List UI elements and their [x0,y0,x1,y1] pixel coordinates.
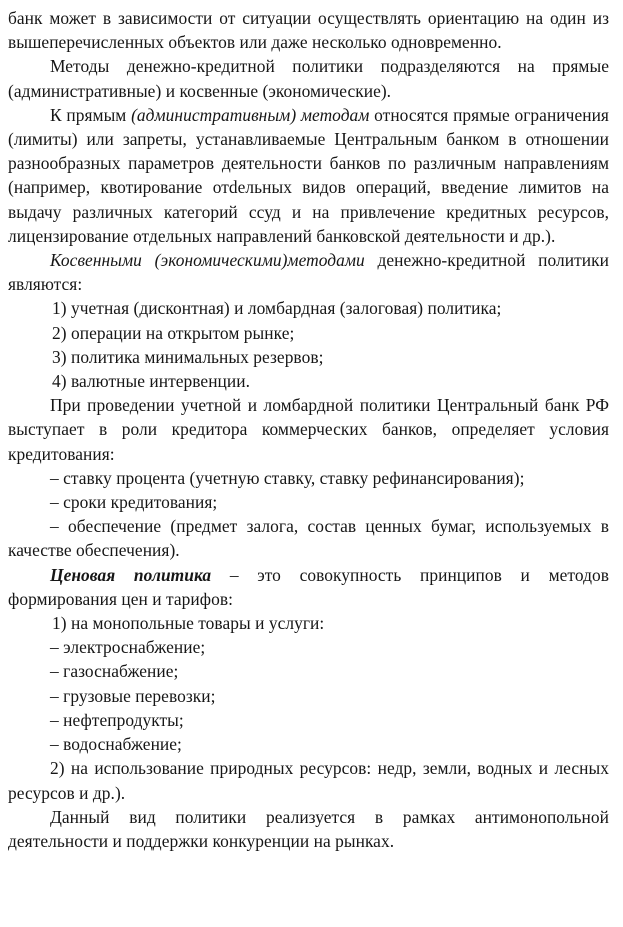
list-item-open-market: 2) операции на открытом рынке; [52,322,295,343]
paragraph-central-bank-role: При проведении учетной и ломбардной политики Центральный банк РФ выступает в роли кредитора коммерческих банков, определяет условия кредитования: [8,395,609,464]
paragraph-antimonopoly: Данный вид политики реализуется в рамках антимонопольной деятельности и поддержки конкуренции на рынках. [8,806,609,851]
goods-item: – нефтепродукты; [50,709,184,730]
paragraph-methods-division: Методы денежно-кредитной политики подразделяются на прямые (административные) и косвенные (экономические). [8,56,609,101]
sub-item-monopoly-goods: 1) на монопольные товары и услуги: [52,613,325,634]
direct-methods-text: относятся прямые ограничения (лимиты) или запреты, устанавливаемые Центральным банком в отношении разнообразных параметров деятельности банков по различным направлениям (например, квотирование отdельных видов операций, введение лимитов на выдачу различных категорий ссуд и на привлечение кредитных ресурсов, лицензирование отдельных направлений банковской деятельности и др.). [8,104,609,246]
price-policy-term: Ценовая политика [50,564,212,585]
paragraph-indirect-methods [8,248,609,296]
sub-item-natural-resources: 2) на использование природных ресурсов: недр, земли, водных и лесных ресурсов и др.). [8,758,609,803]
dash-item-credit-terms: – сроки кредитования; [50,492,218,513]
direct-methods-lead: К прямым [50,104,132,125]
indirect-methods-term: Косвенными (экономическими)методами [50,250,365,271]
paragraph-direct-methods [8,103,609,248]
goods-item: – грузовые перевозки; [50,685,216,706]
list-item-discount-policy: 1) учетная (дисконтная) и ломбардная (залоговая) политика; [52,298,502,319]
dash-item-interest-rate: – ставку процента (учетную ставку, ставку рефинансирования); [50,467,525,488]
goods-item: – электроснабжение; [50,637,206,658]
direct-methods-term: (административным) методам [131,104,370,125]
list-item-currency-interventions: 4) валютные интервенции. [52,371,251,392]
goods-item: – газоснабжение; [50,661,179,682]
dash-item-collateral: – обеспечение (предмет залога, состав ценных бумаг, используемых в качестве обеспечения). [8,516,609,561]
paragraph-intro-continuation: банк может в зависимости от ситуации осуществлять ориентацию на один из вышеперечисленных объектов или даже несколько одновременно. [8,8,609,53]
list-item-reserve-policy: 3) политика минимальных резервов; [52,346,324,367]
price-policy-text: – это совокупность принципов и методов формирования цен и тарифов: [8,564,609,609]
goods-item: – водоснабжение; [50,734,182,755]
indirect-methods-text: денежно-кредитной политики являются: [8,250,609,295]
paragraph-price-policy [8,563,609,611]
